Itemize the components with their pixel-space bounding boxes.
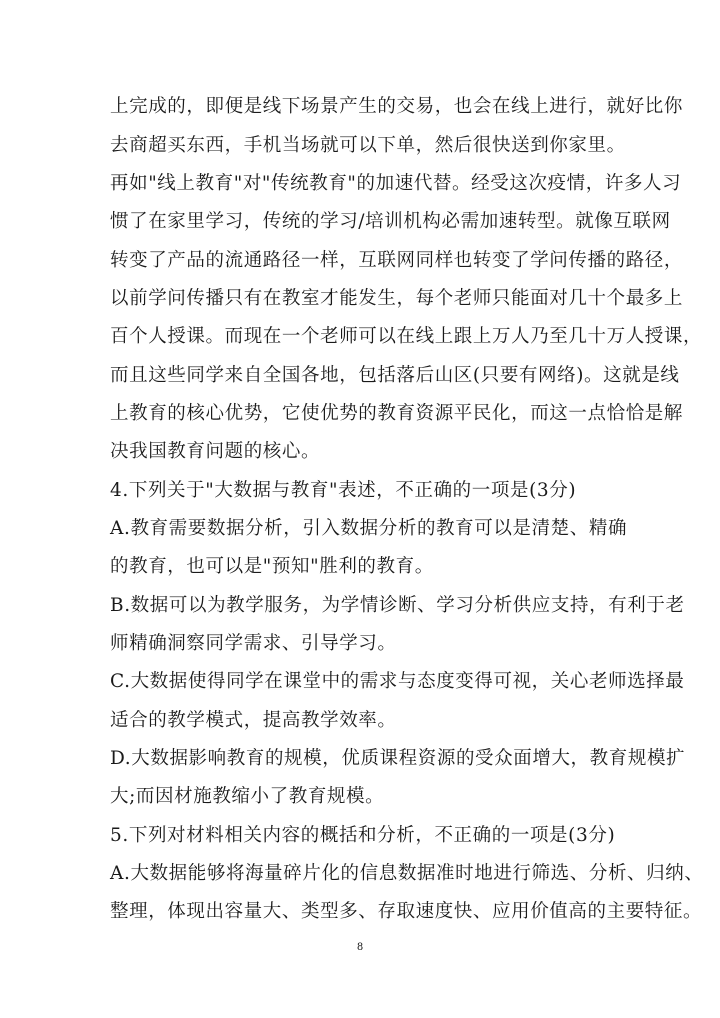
question-4-option-b: B.数据可以为教学服务，为学情诊断、学习分析供应支持，有利于老 — [110, 595, 685, 616]
text-line: 决我国教育问题的核心。 — [110, 441, 321, 462]
page-number: 8 — [356, 942, 364, 953]
question-4-option-d: D.大数据影响教育的规模，优质课程资源的受众面增大，教育规模扩 — [110, 748, 686, 769]
text-line: 而且这些同学来自全国各地，包括落后山区(只要有网络)。这就是线 — [110, 365, 680, 386]
question-5-option-a: A.大数据能够将海量碎片化的信息数据准时地进行筛选、分析、归纳、 — [110, 863, 704, 884]
text-line: 以前学问传播只有在教室才能发生，每个老师只能面对几十个最多上 — [110, 288, 684, 309]
question-4-option-c: C.大数据使得同学在课堂中的需求与态度变得可视，关心老师选择最 — [110, 671, 685, 692]
question-4-option-b-cont: 师精确洞察同学需求、引导学习。 — [110, 633, 397, 654]
question-5-option-a-cont: 整理，体现出容量大、类型多、存取速度快、应用价值高的主要特征。 — [110, 901, 703, 922]
text-line: 上教育的核心优势，它使优势的教育资源平民化，而这一点恰恰是解 — [110, 403, 684, 424]
text-line: 去商超买东西，手机当场就可以下单，然后很快送到你家里。 — [110, 135, 626, 156]
text-line: 转变了产品的流通路径一样，互联网同样也转变了学问传播的路径， — [110, 250, 684, 271]
question-4-option-a: A.教育需要数据分析，引入数据分析的教育可以是清楚、精确 — [110, 518, 628, 539]
text-line: 再如"线上教育"对"传统教育"的加速代替。经受这次疫情，许多人习 — [110, 173, 682, 194]
question-4-option-d-cont: 大;而因材施教缩小了教育规模。 — [110, 786, 385, 807]
question-5-stem: 5.下列对材料相关内容的概括和分析，不正确的一项是(3分) — [110, 825, 616, 846]
text-line: 上完成的，即便是线下场景产生的交易，也会在线上进行，就好比你 — [110, 96, 684, 117]
question-4-stem: 4.下列关于"大数据与教育"表述，不正确的一项是(3分) — [110, 480, 577, 501]
text-line: 百个人授课。而现在一个老师可以在线上跟上万人乃至几十万人授课， — [110, 326, 703, 347]
question-4-option-a-cont: 的教育，也可以是"预知"胜利的教育。 — [110, 556, 434, 577]
text-line: 惯了在家里学习，传统的学习/培训机构必需加速转型。就像互联网 — [110, 211, 671, 232]
question-4-option-c-cont: 适合的教学模式，提高教学效率。 — [110, 710, 397, 731]
